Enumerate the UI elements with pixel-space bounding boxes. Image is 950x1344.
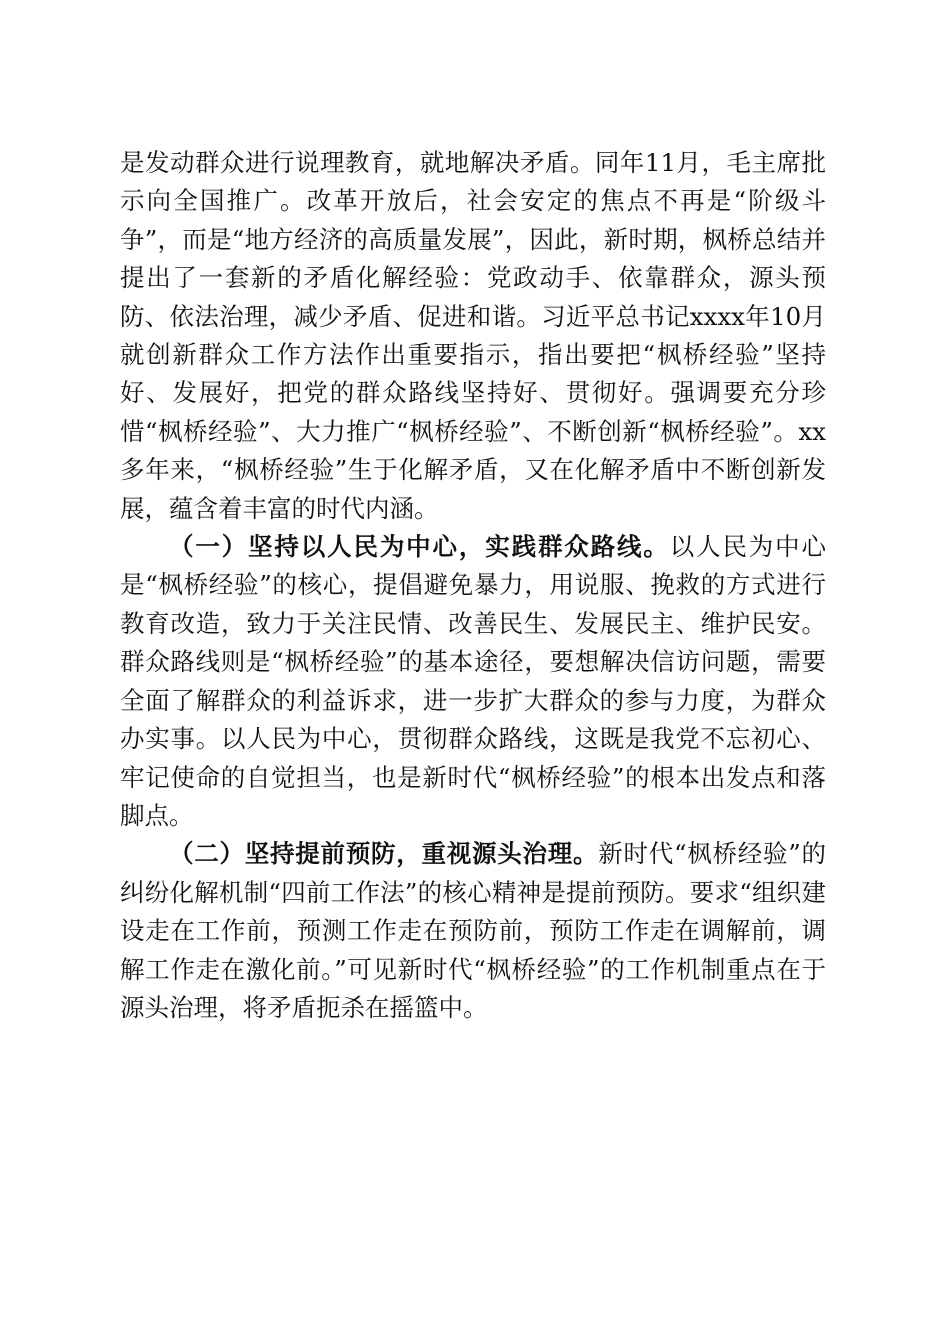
paragraph-section-1 <box>120 528 826 835</box>
paragraph-body: 是发动群众进行说理教育，就地解决矛盾。同年11月，毛主席批示向全国推广。改革开放后，社会安定的焦点不再是“阶级斗争”，而是“地方经济的高质量发展”，因此，新时期，枫桥总结并提出了一套新的矛盾化解经验：党政动手、依靠群众，源头预防、依法治理，减少矛盾、促进和谐。习近平总书记xxxx年10月就创新群众工作方法作出重要指示，指出要把“枫桥经验”坚持好、发展好，把党的群众路线坚持好、贯彻好。强调要充分珍惜“枫桥经验”、大力推广“枫桥经验”、不断创新“枫桥经验”。xx多年来，“枫桥经验”生于化解矛盾，又在化解矛盾中不断创新发展，蕴含着丰富的时代内涵。 <box>120 148 826 523</box>
paragraph-body: 新时代“枫桥经验”的纠纷化解机制“四前工作法”的核心精神是提前预防。要求“组织建设走在工作前，预测工作走在预防前，预防工作走在调解前，调解工作走在激化前。”可见新时代“枫桥经验”的工作机制重点在于源头治理，将矛盾扼杀在摇篮中。 <box>120 839 826 1022</box>
paragraph-body: 以人民为中心是“枫桥经验”的核心，提倡避免暴力，用说服、挽救的方式进行教育改造，致力于关注民情、改善民生、发展民主、维护民安。群众路线则是“枫桥经验”的基本途径，要想解决信访问题，需要全面了解群众的利益诉求，进一步扩大群众的参与力度，为群众办实事。以人民为中心，贯彻群众路线，这既是我党不忘初心、牢记使命的自觉担当，也是新时代“枫桥经验”的根本出发点和落脚点。 <box>120 532 827 830</box>
document-body <box>120 144 826 1027</box>
section-heading: （一）坚持以人民为中心，实践群众路线。 <box>169 532 670 562</box>
paragraph-continuation <box>120 144 826 528</box>
paragraph-section-2 <box>120 835 826 1027</box>
section-heading: （二）坚持提前预防，重视源头治理。 <box>169 839 599 869</box>
